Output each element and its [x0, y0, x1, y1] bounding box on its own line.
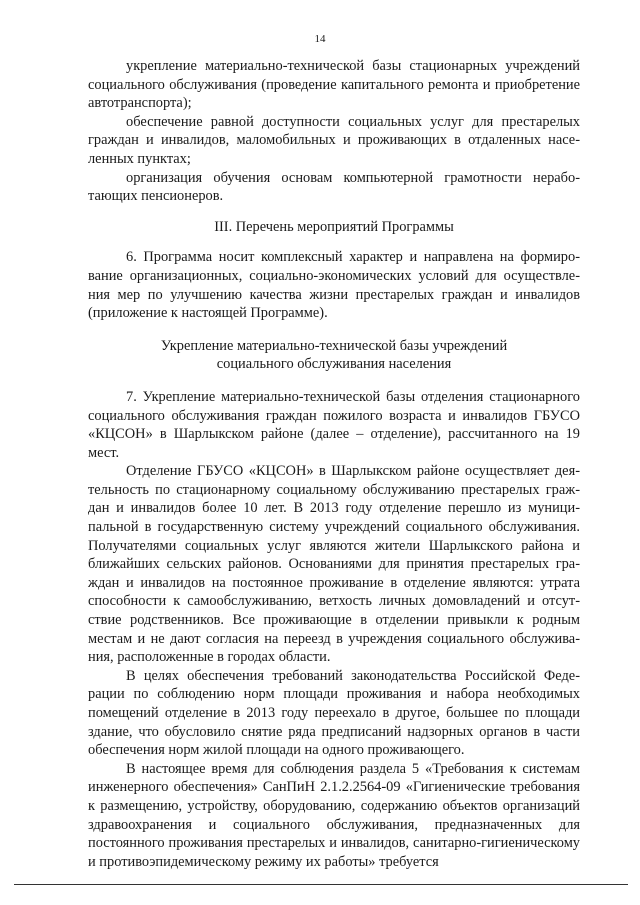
paragraph-9: В целях обеспечения требований законодательства Российской Федерации по соблюдению норм площади проживания и набора необходимых помещений отделение в 2013 году переехало в другое, большее по площади здание, что обусловило снятие ряда предписаний надзорных органов в части обеспечения норм жилой площади на одного проживающего.: [88, 667, 580, 759]
paragraph-7: 7. Укрепление материально-технической базы отделения стационарного социального обслуживания граждан пожилого возраста и инвалидов ГБУСО «КЦСОН» в Шарлыкском районе (далее – отделение), рассчитанного на 19 мест.: [88, 388, 580, 461]
subheading-line-2: социального обслуживания населения: [216, 356, 452, 373]
page-bottom-rule: [14, 884, 628, 885]
section-heading: III. Перечень мероприятий Программы: [214, 218, 454, 235]
subheading-line-1: Укрепление материально-технической базы учреждений: [160, 337, 508, 354]
paragraph-10: В настоящее время для соблюдения раздела 5 «Требования к системам инженерного обеспечения» СанПиН 2.1.2.2564-09 «Гигиенические требования к размещению, устройству, оборудованию, содержанию объектов организаций здравоохранения и социального обслуживания, предназначенных для постоянного проживания престарелых и инвалидов, санитарно-гигиеническому и противоэпидемическому режиму их работы» требуется: [88, 760, 580, 870]
paragraph-6: 6. Программа носит комплексный характер и направлена на формирование организационных, социально-экономических условий для осуществления мер по улучшению качества жизни престарелых граждан и инвалидов (приложение к настоящей Программе).: [88, 249, 580, 322]
page-number: 14: [314, 33, 326, 45]
document-body: [88, 57, 580, 871]
paragraph-computer-literacy: организация обучения основам компьютерной грамотности неработающих пенсионеров.: [88, 169, 580, 205]
paragraph-mtb: укрепление материально-технической базы стационарных учреждений социального обслуживания (проведение капитального ремонта и приобретение автотранспорта);: [88, 58, 580, 112]
paragraph-8: Отделение ГБУСО «КЦСОН» в Шарлыкском районе осуществляет деятельность по стационарному социальному обслуживанию престарелых граждан и инвалидов более 10 лет. В 2013 году отделение перешло из муниципальной в государственную систему учреждений социального обслуживания. Получателями социальных услуг являются жители Шарлыкского района и ближайших сельских районов. Основаниями для принятия престарелых граждан и инвалидов на постоянное проживание в отделение являются: утрата способности к самообслуживанию, ветхость личных домовладений и отсутствие родственников. Все проживающие в отделении привыкли к родным местам и не дают согласия на переезд в учреждения социального обслуживания, расположенные в городах области.: [88, 463, 580, 666]
paragraph-accessibility: обеспечение равной доступности социальных услуг для престарелых граждан и инвалидов, маломобильных и проживающих в отдаленных населенных пунктах;: [88, 113, 580, 167]
